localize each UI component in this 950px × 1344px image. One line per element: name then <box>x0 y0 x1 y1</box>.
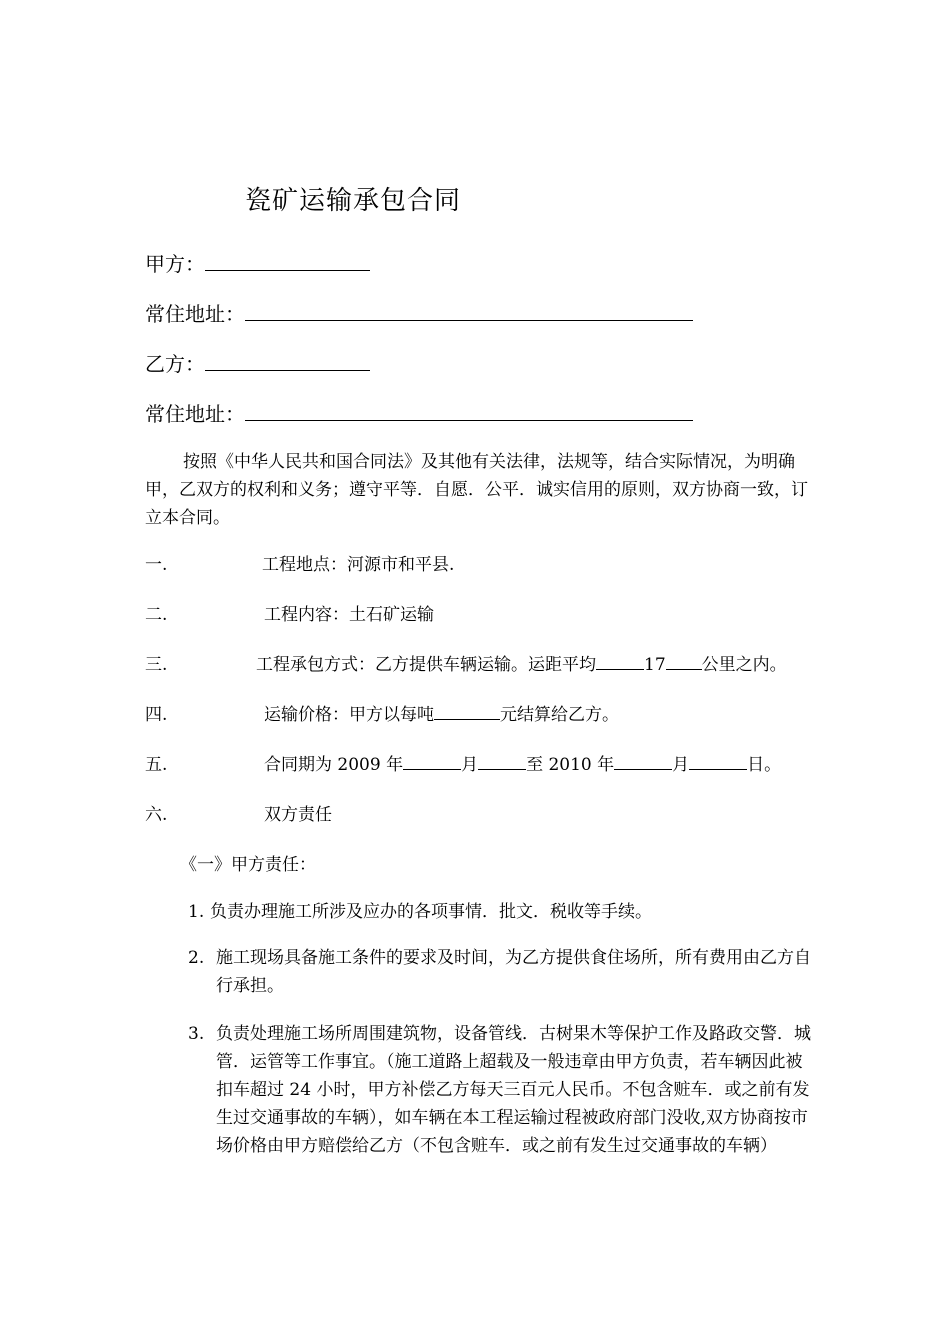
party-a-line <box>145 248 370 277</box>
party-b-blank[interactable] <box>205 350 370 371</box>
distance-value: 17 <box>644 655 666 675</box>
address-b-line <box>145 398 693 427</box>
address-b-blank[interactable] <box>245 400 693 421</box>
blank-start-month[interactable] <box>403 753 461 770</box>
article-text-before: 运输价格：甲方以每吨 <box>264 705 434 725</box>
article-number: 四. <box>145 705 168 725</box>
party-b-line <box>145 348 370 377</box>
article-text: 工程地点：河源市和平县. <box>262 555 455 575</box>
article-number: 二. <box>145 605 168 625</box>
list-item-number: 3. <box>188 1024 205 1044</box>
address-a-label: 常住地址： <box>145 302 245 326</box>
list-item-text: 负责办理施工所涉及应办的各项事情．批文．税收等手续。 <box>210 902 652 922</box>
month-label: 月 <box>461 755 479 775</box>
article-text <box>256 650 787 675</box>
article-number: 三. <box>145 655 168 675</box>
blank-start-day[interactable] <box>478 753 526 770</box>
address-a-blank[interactable] <box>245 300 693 321</box>
contract-period-end-text: 至 2010 年 <box>526 755 615 775</box>
list-item-text: 施工现场具备施工条件的要求及时间，为乙方提供食住场所，所有费用由乙方自行承担。 <box>216 948 811 996</box>
list-item-number: 2. <box>188 948 205 968</box>
blank-end-day[interactable] <box>689 753 747 770</box>
list-item <box>188 1020 818 1188</box>
address-b-label: 常住地址： <box>145 402 245 426</box>
party-a-blank[interactable] <box>205 250 370 271</box>
intro-paragraph: 按照《中华人民共和国合同法》及其他有关法律，法规等，结合实际情况，为明确甲，乙双方的权利和义务；遵守平等．自愿．公平．诚实信用的原则，双方协商一致，订立本合同。 <box>145 452 808 528</box>
article-text: 工程内容：土石矿运输 <box>264 605 434 625</box>
article-text-before: 工程承包方式：乙方提供车辆运输。运距平均 <box>256 655 596 675</box>
party-b-label: 乙方： <box>145 352 205 376</box>
day-label: 日。 <box>747 755 782 775</box>
document-title: 瓷矿运输承包合同 <box>245 186 462 216</box>
address-a-line <box>145 298 693 327</box>
article-number: 五. <box>145 755 168 775</box>
article-text: 双方责任 <box>264 805 332 825</box>
month-label: 月 <box>672 755 690 775</box>
list-item <box>188 898 818 926</box>
article-text <box>264 750 781 775</box>
article-text-after: 公里之内。 <box>701 655 787 675</box>
article-number: 六. <box>145 805 168 825</box>
blank-price[interactable] <box>434 703 500 720</box>
article-number: 一. <box>145 555 168 575</box>
blank-distance-b[interactable] <box>666 653 702 670</box>
blank-end-month[interactable] <box>614 753 672 770</box>
party-a-responsibility-heading: 《一》甲方责任： <box>180 855 316 875</box>
article-text <box>264 700 619 725</box>
blank-distance-a[interactable] <box>596 653 644 670</box>
list-item-number: 1. <box>188 902 205 922</box>
list-item-text: 负责处理施工场所周围建筑物，设备管线．古树果木等保护工作及路政交警．城管．运管等工作事宜。（施工道路上超载及一般违章由甲方负责，若车辆因此被扣车超过 24 小时，甲方补偿乙方每天三百元人民币。不包含赃车．或之前有发生过交通事故的车辆），如车辆在本工程运输过程被政府部门没收,双方协商按市场价格由甲方赔偿给乙方（不包含赃车．或之前有发生过交通事故的车辆） <box>216 1024 811 1156</box>
list-item <box>188 944 818 1000</box>
article-text-after: 元结算给乙方。 <box>500 705 619 725</box>
contract-period-start-text: 合同期为 2009 年 <box>264 755 404 775</box>
party-a-label: 甲方： <box>145 252 205 276</box>
